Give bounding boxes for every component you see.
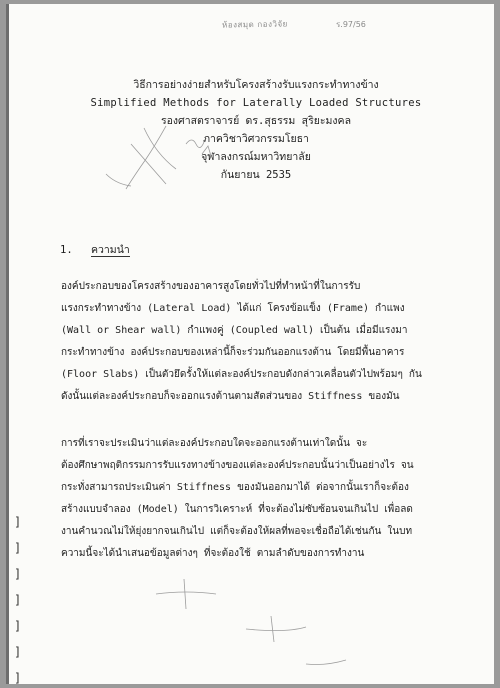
text-line: กระทั่งสามารถประเมินค่า Stiffness ของมันออกมาได้ ต่อจากนั้นเราก็จะต้อง (61, 482, 409, 493)
text-line: การที่เราจะประเมินว่าแต่ละองค์ประกอบใดจะออกแรงต้านเท่าใดนั้น จะ (61, 438, 368, 449)
text-line: กระทำทางข้าง องค์ประกอบของเหล่านี้ก็จะร่วมกันออกแรงต้าน โดยมีพื้นอาคาร (61, 347, 405, 358)
text-line: (Wall or Shear wall) กำแพงคู่ (Coupled wall) เป็นต้น เมื่อมีแรงมา (61, 325, 408, 336)
title-thai: วิธีการอย่างง่ายสำหรับโครงสร้างรับแรงกระทำทางข้าง (133, 79, 379, 91)
catalog-code: ร.97/56 (336, 20, 366, 29)
binding-marks (14, 509, 21, 684)
paragraph-2 (61, 433, 414, 565)
title-english: Simplified Methods for Laterally Loaded Structures (90, 97, 422, 109)
paragraph-1 (61, 276, 422, 408)
binding-mark: ] (14, 645, 22, 659)
text-line: องค์ประกอบของโครงสร้างของอาคารสูงโดยทั่วไปที่ทำหน้าที่ในการรับ (61, 281, 361, 292)
section-heading (60, 241, 130, 258)
binding-mark: ] (14, 567, 22, 581)
text-line: งานคำนวณไม่ให้ยุ่งยากจนเกินไป แต่ก็จะต้องให้ผลที่พอจะเชื่อถือได้เช่นกัน ในบท (61, 526, 413, 537)
university: จุฬาลงกรณ์มหาวิทยาลัย (201, 151, 311, 163)
scribble-stroke (156, 592, 216, 594)
department: ภาควิชาวิศวกรรมโยธา (203, 133, 309, 145)
binding-mark: ] (14, 671, 22, 684)
title-block (66, 76, 446, 184)
text-line: (Floor Slabs) เป็นตัวยึดรั้งให้แต่ละองค์ประกอบดังกล่าวเคลื่อนตัวไปพร้อมๆ กัน (61, 369, 422, 380)
scribble-stroke (271, 616, 274, 642)
author: รองศาสตราจารย์ ดร.สุธรรม สุริยะมงคล (160, 115, 352, 127)
scribble-stroke (246, 627, 306, 631)
binding-mark: ] (14, 619, 22, 633)
text-line: ดังนั้นแต่ละองค์ประกอบก็จะออกแรงต้านตามสัดส่วนของ Stiffness ของมัน (61, 391, 400, 402)
scribble-stroke (306, 660, 346, 665)
library-stamp: ห้องสมุด กองวิจัย (221, 19, 288, 30)
text-line: ต้องศึกษาพฤติกรรมการรับแรงทางข้างของแต่ละองค์ประกอบนั้นว่าเป็นอย่างไร จน (61, 460, 414, 471)
text-line: สร้างแบบจำลอง (Model) ในการวิเคราะห์ ที่จะต้องไม่ซับซ้อนจนเกินไป เพื่อลด (61, 504, 413, 515)
binding-mark: ] (14, 515, 22, 529)
binding-mark: ] (14, 541, 22, 555)
document-page (6, 4, 494, 684)
section-title: ความนำ (90, 244, 130, 256)
text-line: แรงกระทำทางข้าง (Lateral Load) ได้แก่ โครงข้อแข็ง (Frame) กำแพง (61, 303, 405, 314)
text-line: ความนี้จะได้นำเสนอข้อมูลต่างๆ ที่จะต้องใช้ ตามลำดับของการทำงาน (61, 548, 365, 559)
scribble-stroke (184, 579, 186, 609)
section-number: 1. (60, 244, 73, 256)
date: กันยายน 2535 (220, 169, 292, 181)
binding-mark: ] (14, 593, 22, 607)
